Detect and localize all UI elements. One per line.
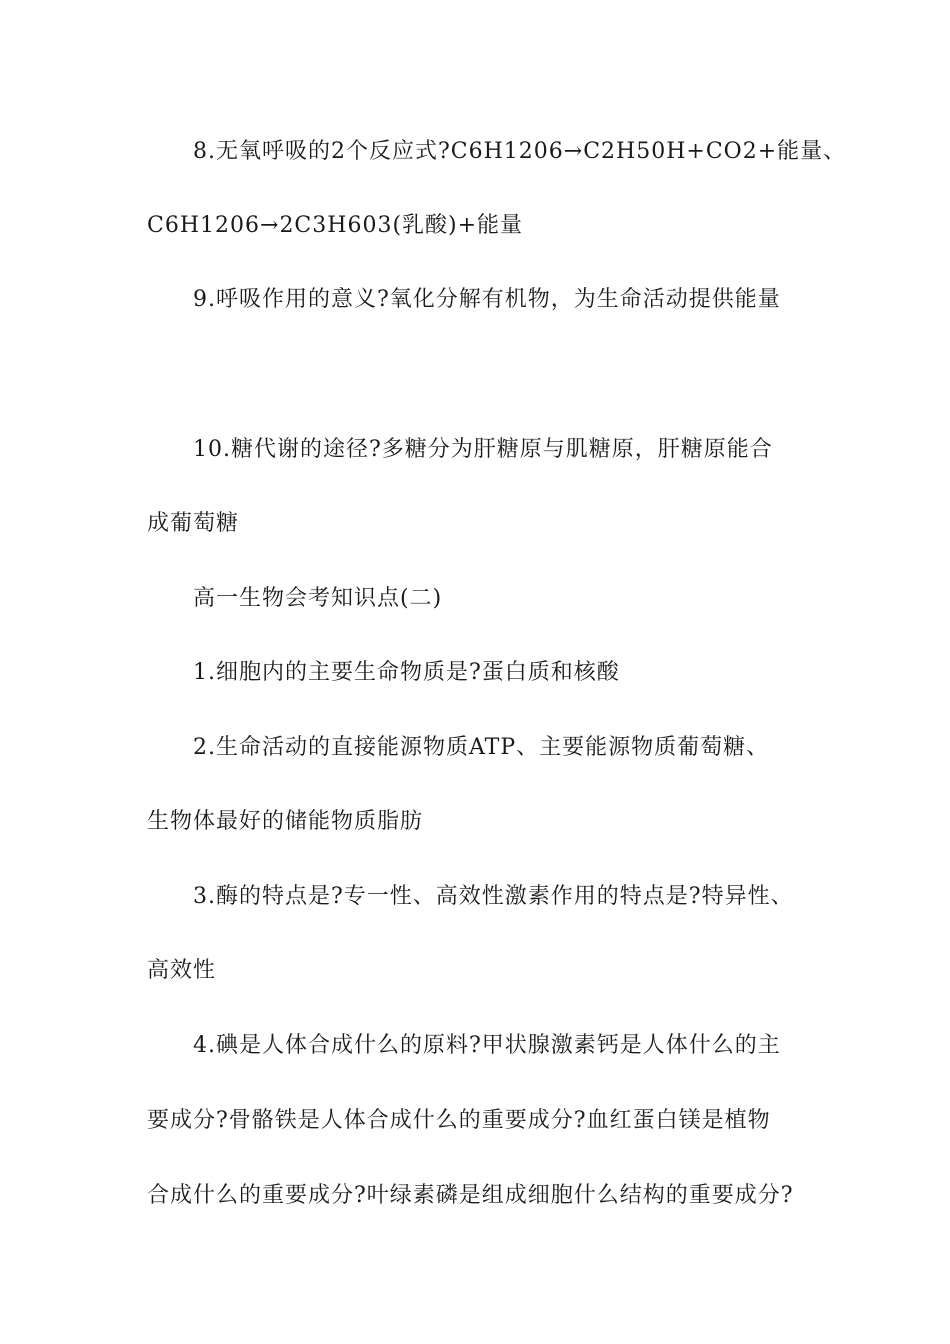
text-line: C6H1206→2C3H603(乳酸)+能量 <box>147 213 524 238</box>
text-line: 2.生命活动的直接能源物质ATP、主要能源物质葡萄糖、 <box>193 735 770 760</box>
text-line: 成葡萄糖 <box>147 511 240 536</box>
section-heading: 高一生物会考知识点(二) <box>193 586 443 611</box>
text-line: 高效性 <box>147 958 217 983</box>
text-line: 1.细胞内的主要生命物质是?蛋白质和核酸 <box>193 660 620 685</box>
text-line: 8.无氧呼吸的2个反应式?C6H1206→C2H50H+CO2+能量、 <box>193 139 847 164</box>
text-line: 生物体最好的储能物质脂肪 <box>147 809 424 834</box>
text-line: 9.呼吸作用的意义?氧化分解有机物，为生命活动提供能量 <box>193 287 781 312</box>
text-line: 3.酶的特点是?专一性、高效性激素作用的特点是?特异性、 <box>193 884 794 909</box>
text-line: 要成分?骨骼铁是人体合成什么的重要成分?血红蛋白镁是植物 <box>147 1108 771 1133</box>
text-line: 10.糖代谢的途径?多糖分为肝糖原与肌糖原，肝糖原能合 <box>193 437 773 462</box>
text-line: 合成什么的重要成分?叶绿素磷是组成细胞什么结构的重要成分? <box>147 1183 794 1208</box>
text-line: 4.碘是人体合成什么的原料?甲状腺激素钙是人体什么的主 <box>193 1033 781 1058</box>
